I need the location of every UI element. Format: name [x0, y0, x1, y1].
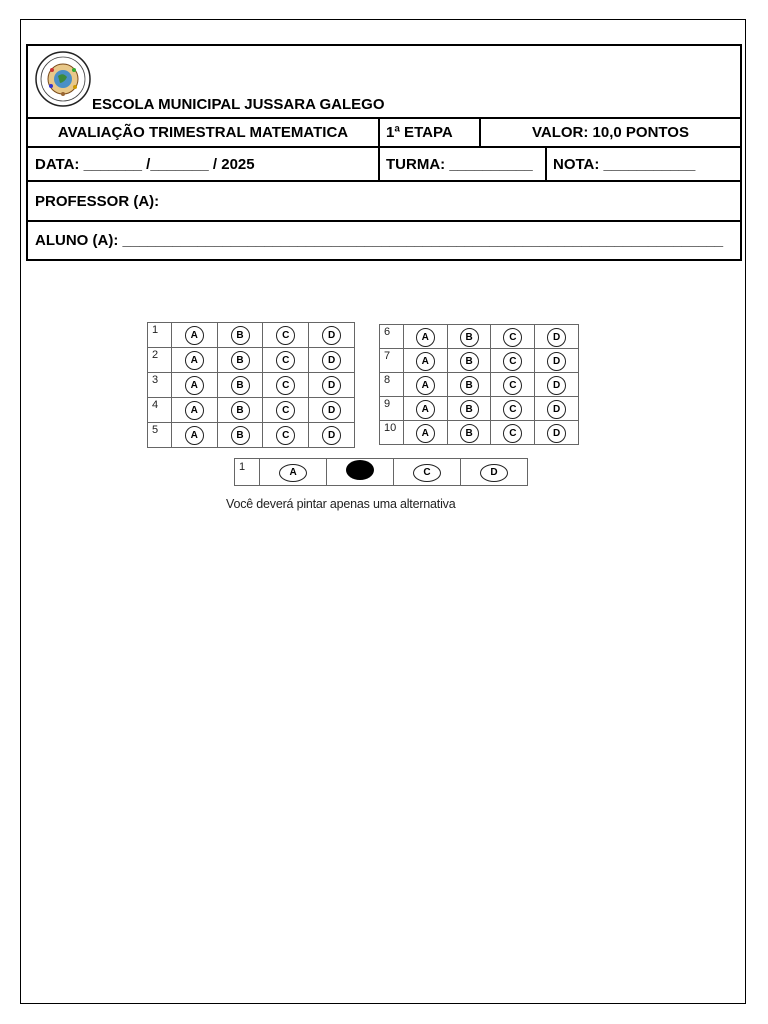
instruction-text: Você deverá pintar apenas uma alternativa [226, 497, 456, 511]
example-question-number: 1 [235, 459, 260, 486]
answer-bubble-a[interactable]: A [185, 426, 204, 445]
student-field: ALUNO (A): ________________________________________________________________________ [35, 232, 724, 249]
answer-row [380, 373, 579, 397]
school-name: ESCOLA MUNICIPAL JUSSARA GALEGO [92, 96, 385, 113]
school-row [28, 46, 740, 119]
answer-row [148, 348, 355, 373]
answer-row [380, 325, 579, 349]
answer-grid-right [379, 324, 579, 445]
date-field: DATA: _______ /_______ / 2025 [35, 155, 255, 173]
answer-bubble-a[interactable]: A [416, 328, 435, 347]
answer-row [148, 373, 355, 398]
student-row [28, 222, 740, 259]
example-answer-row [234, 458, 528, 486]
answer-bubble-c[interactable]: C [503, 400, 522, 419]
question-number: 2 [148, 348, 172, 373]
exam-info-row [28, 119, 740, 148]
answer-bubble-a[interactable]: A [416, 352, 435, 371]
answer-bubble-a[interactable]: A [185, 376, 204, 395]
answer-bubble-a[interactable]: A [416, 400, 435, 419]
answer-bubble-b[interactable]: B [231, 426, 250, 445]
answer-bubble-c[interactable]: C [503, 376, 522, 395]
answer-bubble-d[interactable]: D [322, 351, 341, 370]
grade-field: NOTA: ___________ [545, 148, 740, 180]
answer-row [148, 423, 355, 448]
answer-bubble-d[interactable]: D [547, 424, 566, 443]
answer-bubble-d[interactable]: D [322, 326, 341, 345]
answer-bubble-c[interactable]: C [276, 351, 295, 370]
answer-bubble-c[interactable]: C [276, 401, 295, 420]
example-option-c: C [413, 464, 441, 482]
answer-row [148, 323, 355, 348]
answer-bubble-d[interactable]: D [547, 328, 566, 347]
example-filled-bubble [346, 460, 374, 480]
exam-stage: 1ª ETAPA [378, 119, 479, 146]
question-number: 3 [148, 373, 172, 398]
question-number: 10 [380, 421, 404, 445]
answer-bubble-d[interactable]: D [322, 426, 341, 445]
answer-bubble-a[interactable]: A [416, 376, 435, 395]
answer-bubble-b[interactable]: B [231, 401, 250, 420]
answer-bubble-a[interactable]: A [185, 401, 204, 420]
answer-bubble-d[interactable]: D [547, 376, 566, 395]
question-number: 6 [380, 325, 404, 349]
answer-bubble-c[interactable]: C [503, 352, 522, 371]
class-field: TURMA: __________ [378, 148, 545, 180]
teacher-row [28, 182, 740, 222]
answer-bubble-a[interactable]: A [185, 326, 204, 345]
answer-bubble-c[interactable]: C [503, 424, 522, 443]
answer-bubble-b[interactable]: B [460, 376, 479, 395]
answer-bubble-c[interactable]: C [276, 326, 295, 345]
answer-grid-left [147, 322, 355, 448]
question-number: 9 [380, 397, 404, 421]
answer-bubble-c[interactable]: C [276, 426, 295, 445]
answer-row [148, 398, 355, 423]
answer-bubble-b[interactable]: B [460, 424, 479, 443]
exam-value: VALOR: 10,0 PONTOS [479, 119, 740, 146]
example-option-a: A [279, 464, 307, 482]
example-option-d: D [480, 464, 508, 482]
answer-bubble-b[interactable]: B [231, 351, 250, 370]
answer-bubble-a[interactable]: A [185, 351, 204, 370]
school-logo-icon [34, 50, 92, 108]
answer-bubble-a[interactable]: A [416, 424, 435, 443]
exam-title: AVALIAÇÃO TRIMESTRAL MATEMATICA [57, 124, 349, 141]
answer-bubble-d[interactable]: D [547, 352, 566, 371]
answer-row [380, 421, 579, 445]
answer-bubble-c[interactable]: C [276, 376, 295, 395]
question-number: 8 [380, 373, 404, 397]
answer-bubble-b[interactable]: B [460, 352, 479, 371]
answer-bubble-b[interactable]: B [460, 328, 479, 347]
exam-header [26, 44, 742, 261]
answer-bubble-b[interactable]: B [460, 400, 479, 419]
teacher-field: PROFESSOR (A): [35, 192, 160, 210]
answer-bubble-d[interactable]: D [322, 401, 341, 420]
answer-bubble-d[interactable]: D [322, 376, 341, 395]
answer-bubble-c[interactable]: C [503, 328, 522, 347]
question-number: 4 [148, 398, 172, 423]
question-number: 5 [148, 423, 172, 448]
answer-bubble-b[interactable]: B [231, 376, 250, 395]
answer-row [380, 349, 579, 373]
answer-bubble-d[interactable]: D [547, 400, 566, 419]
answer-bubble-b[interactable]: B [231, 326, 250, 345]
question-number: 7 [380, 349, 404, 373]
answer-row [380, 397, 579, 421]
question-number: 1 [148, 323, 172, 348]
date-row [28, 148, 740, 182]
